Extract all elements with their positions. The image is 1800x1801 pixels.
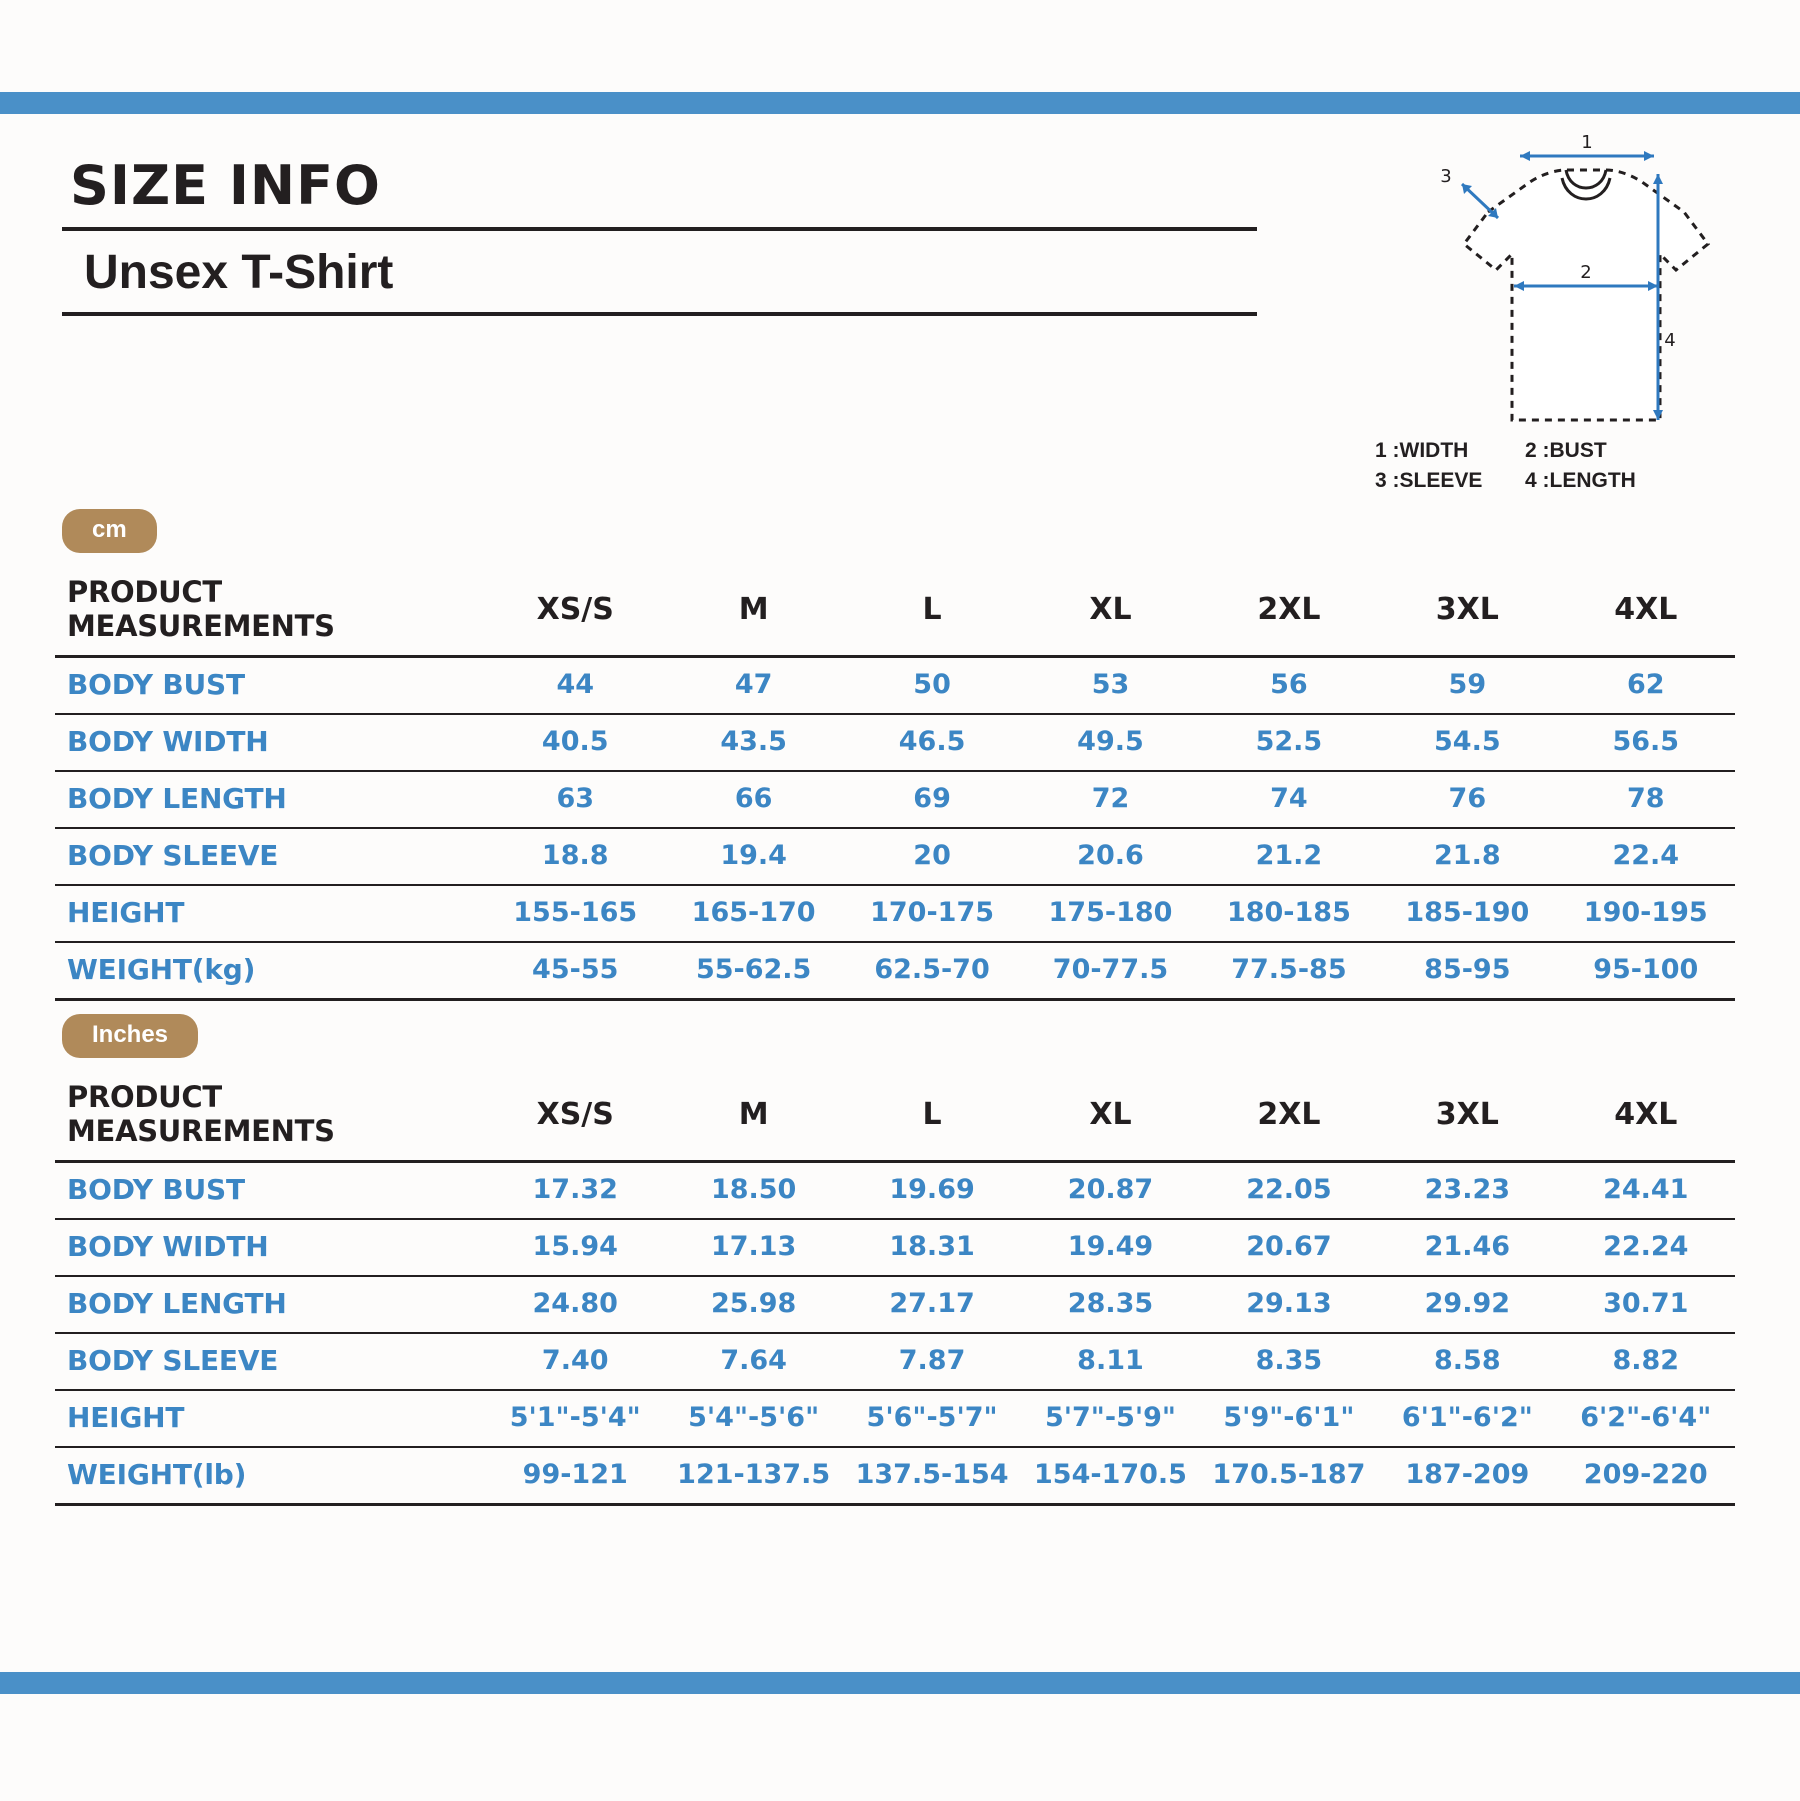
- cell: 209-220: [1557, 1447, 1735, 1505]
- cell: 24.80: [486, 1276, 664, 1333]
- cell: 7.64: [664, 1333, 842, 1390]
- chart-content: [0, 114, 1800, 1672]
- size-table-inches: [55, 1070, 1735, 1506]
- col-header-2xl: 2XL: [1200, 565, 1378, 657]
- cell: 45-55: [486, 942, 664, 1000]
- col-header-measurements: PRODUCT MEASUREMENTS: [55, 565, 486, 657]
- cell: 121-137.5: [664, 1447, 842, 1505]
- cell: 72: [1021, 771, 1199, 828]
- cell: 21.46: [1378, 1219, 1556, 1276]
- cell: 25.98: [664, 1276, 842, 1333]
- col-header-xl: XL: [1021, 565, 1199, 657]
- table-header-row: [55, 1070, 1735, 1162]
- cell: 85-95: [1378, 942, 1556, 1000]
- size-table-cm: [55, 565, 1735, 1001]
- page-subtitle: Unsex T-Shirt: [62, 231, 1257, 316]
- cell: 6'2"-6'4": [1557, 1390, 1735, 1447]
- row-label: BODY LENGTH: [55, 771, 486, 828]
- cell: 30.71: [1557, 1276, 1735, 1333]
- cell: 54.5: [1378, 714, 1556, 771]
- col-header-xl: XL: [1021, 1070, 1199, 1162]
- table-row: [55, 1162, 1735, 1220]
- row-label: WEIGHT(kg): [55, 942, 486, 1000]
- svg-text:1: 1: [1581, 134, 1593, 153]
- cell: 95-100: [1557, 942, 1735, 1000]
- cell: 55-62.5: [664, 942, 842, 1000]
- cell: 99-121: [486, 1447, 664, 1505]
- cell: 15.94: [486, 1219, 664, 1276]
- cell: 23.23: [1378, 1162, 1556, 1220]
- cell: 170-175: [843, 885, 1021, 942]
- table-row: [55, 1219, 1735, 1276]
- row-label: HEIGHT: [55, 885, 486, 942]
- cell: 20.6: [1021, 828, 1199, 885]
- cell: 175-180: [1021, 885, 1199, 942]
- cell: 28.35: [1021, 1276, 1199, 1333]
- col-header-m: M: [664, 1070, 842, 1162]
- cell: 20.87: [1021, 1162, 1199, 1220]
- page-title: SIZE INFO: [62, 154, 1257, 231]
- top-accent-bar: [0, 92, 1800, 114]
- cell: 8.82: [1557, 1333, 1735, 1390]
- cell: 5'9"-6'1": [1200, 1390, 1378, 1447]
- cell: 46.5: [843, 714, 1021, 771]
- col-header-4xl: 4XL: [1557, 565, 1735, 657]
- col-header-3xl: 3XL: [1378, 565, 1556, 657]
- cell: 47: [664, 657, 842, 715]
- cell: 17.32: [486, 1162, 664, 1220]
- cell: 66: [664, 771, 842, 828]
- col-header-l: L: [843, 565, 1021, 657]
- table-row: [55, 1276, 1735, 1333]
- table-row: [55, 828, 1735, 885]
- legend-row: [1375, 466, 1775, 496]
- row-label: WEIGHT(lb): [55, 1447, 486, 1505]
- cell: 8.11: [1021, 1333, 1199, 1390]
- legend-row: [1375, 436, 1775, 466]
- row-label: BODY BUST: [55, 657, 486, 715]
- cell: 40.5: [486, 714, 664, 771]
- header: [62, 154, 1262, 316]
- cell: 78: [1557, 771, 1735, 828]
- cell: 155-165: [486, 885, 664, 942]
- svg-text:2: 2: [1580, 262, 1592, 283]
- row-label: BODY LENGTH: [55, 1276, 486, 1333]
- cell: 5'4"-5'6": [664, 1390, 842, 1447]
- cell: 59: [1378, 657, 1556, 715]
- table-header-row: [55, 565, 1735, 657]
- tshirt-diagram: [1370, 134, 1750, 474]
- col-header-4xl: 4XL: [1557, 1070, 1735, 1162]
- cell: 22.05: [1200, 1162, 1378, 1220]
- cell: 190-195: [1557, 885, 1735, 942]
- section-cm: [0, 509, 1800, 1001]
- cell: 77.5-85: [1200, 942, 1378, 1000]
- table-wrap-cm: [0, 565, 1800, 1001]
- cell: 7.87: [843, 1333, 1021, 1390]
- cell: 5'1"-5'4": [486, 1390, 664, 1447]
- unit-pill-wrap: [62, 509, 1800, 553]
- cell: 27.17: [843, 1276, 1021, 1333]
- table-row: [55, 1333, 1735, 1390]
- diagram-legend: [1375, 436, 1775, 497]
- cell: 74: [1200, 771, 1378, 828]
- legend-item-sleeve: 3 :SLEEVE: [1375, 469, 1483, 493]
- cell: 20.67: [1200, 1219, 1378, 1276]
- row-label: HEIGHT: [55, 1390, 486, 1447]
- cell: 22.24: [1557, 1219, 1735, 1276]
- cell: 18.50: [664, 1162, 842, 1220]
- cell: 154-170.5: [1021, 1447, 1199, 1505]
- cell: 19.69: [843, 1162, 1021, 1220]
- svg-text:3: 3: [1440, 166, 1452, 187]
- table-row: [55, 942, 1735, 1000]
- cell: 21.2: [1200, 828, 1378, 885]
- bottom-accent-bar: [0, 1672, 1800, 1694]
- cell: 29.13: [1200, 1276, 1378, 1333]
- cell: 63: [486, 771, 664, 828]
- row-label: BODY SLEEVE: [55, 1333, 486, 1390]
- row-label: BODY BUST: [55, 1162, 486, 1220]
- col-header-l: L: [843, 1070, 1021, 1162]
- cell: 53: [1021, 657, 1199, 715]
- unit-badge-inches: Inches: [62, 1014, 198, 1058]
- legend-item-width: 1 :WIDTH: [1375, 439, 1469, 462]
- legend-item-bust: 2 :BUST: [1525, 439, 1607, 462]
- table-row: [55, 657, 1735, 715]
- col-header-3xl: 3XL: [1378, 1070, 1556, 1162]
- cell: 8.58: [1378, 1333, 1556, 1390]
- table-row: [55, 1447, 1735, 1505]
- cell: 19.4: [664, 828, 842, 885]
- cell: 21.8: [1378, 828, 1556, 885]
- cell: 56: [1200, 657, 1378, 715]
- cell: 18.31: [843, 1219, 1021, 1276]
- col-header-xs-s: XS/S: [486, 1070, 664, 1162]
- col-header-m: M: [664, 565, 842, 657]
- col-header-measurements: PRODUCT MEASUREMENTS: [55, 1070, 486, 1162]
- cell: 137.5-154: [843, 1447, 1021, 1505]
- cell: 24.41: [1557, 1162, 1735, 1220]
- legend-item-length: 4 :LENGTH: [1525, 469, 1636, 493]
- row-label: BODY WIDTH: [55, 714, 486, 771]
- section-inches: [0, 1014, 1800, 1506]
- cell: 180-185: [1200, 885, 1378, 942]
- table-row: [55, 885, 1735, 942]
- cell: 44: [486, 657, 664, 715]
- row-label: BODY SLEEVE: [55, 828, 486, 885]
- cell: 52.5: [1200, 714, 1378, 771]
- cell: 29.92: [1378, 1276, 1556, 1333]
- cell: 22.4: [1557, 828, 1735, 885]
- cell: 187-209: [1378, 1447, 1556, 1505]
- table-row: [55, 714, 1735, 771]
- cell: 70-77.5: [1021, 942, 1199, 1000]
- cell: 185-190: [1378, 885, 1556, 942]
- cell: 8.35: [1200, 1333, 1378, 1390]
- col-header-2xl: 2XL: [1200, 1070, 1378, 1162]
- cell: 19.49: [1021, 1219, 1199, 1276]
- cell: 76: [1378, 771, 1556, 828]
- cell: 69: [843, 771, 1021, 828]
- cell: 20: [843, 828, 1021, 885]
- cell: 50: [843, 657, 1021, 715]
- cell: 5'6"-5'7": [843, 1390, 1021, 1447]
- table-wrap-inches: [0, 1070, 1800, 1506]
- cell: 17.13: [664, 1219, 842, 1276]
- cell: 165-170: [664, 885, 842, 942]
- row-label: BODY WIDTH: [55, 1219, 486, 1276]
- cell: 18.8: [486, 828, 664, 885]
- cell: 56.5: [1557, 714, 1735, 771]
- cell: 5'7"-5'9": [1021, 1390, 1199, 1447]
- cell: 170.5-187: [1200, 1447, 1378, 1505]
- unit-pill-wrap: [62, 1014, 1800, 1058]
- svg-text:4: 4: [1664, 330, 1676, 351]
- cell: 43.5: [664, 714, 842, 771]
- table-row: [55, 771, 1735, 828]
- cell: 6'1"-6'2": [1378, 1390, 1556, 1447]
- table-row: [55, 1390, 1735, 1447]
- cell: 7.40: [486, 1333, 664, 1390]
- cell: 62.5-70: [843, 942, 1021, 1000]
- cell: 49.5: [1021, 714, 1199, 771]
- col-header-xs-s: XS/S: [486, 565, 664, 657]
- unit-badge-cm: cm: [62, 509, 157, 553]
- cell: 62: [1557, 657, 1735, 715]
